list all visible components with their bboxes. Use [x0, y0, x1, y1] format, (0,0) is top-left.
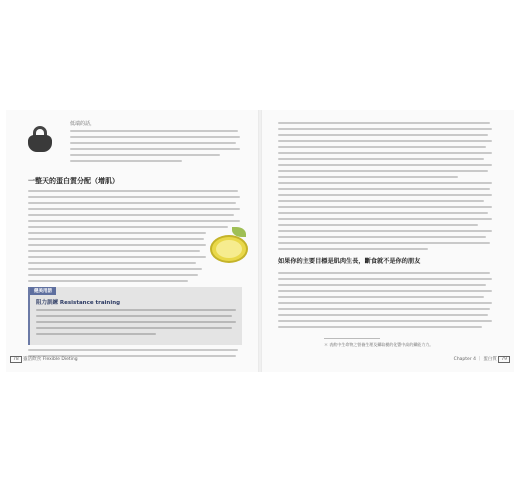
glossary-sidebar: [28, 287, 242, 345]
sidebar-tag: 健美用語: [30, 287, 56, 295]
sidebar-body: [36, 309, 236, 339]
sidebar-heading: 阻力訓練 Resistance training: [36, 300, 121, 306]
section-title-protein-distribution: 一整天的蛋白質分配（增肌）: [28, 177, 119, 185]
footnote-rule: [324, 338, 380, 339]
chapter-label: Chapter 4 ｜ 蛋白質: [453, 357, 497, 362]
footnote: ＊ 表飲中生命物之營養生理及攝取模的化豐中高的攝能力力。: [324, 342, 434, 347]
lemon-illustration: [208, 225, 252, 269]
left-page: [6, 110, 258, 372]
right-paragraph-2: [278, 272, 492, 332]
section-title-fasting: 如果你的主要目標是肌肉生長，斷食就不是你的朋友: [278, 258, 421, 265]
right-page: [262, 110, 514, 372]
left-page-number: 78: [10, 356, 22, 363]
left-folio: [10, 356, 78, 363]
right-page-number: 79: [498, 356, 510, 363]
right-folio: [454, 356, 510, 363]
intro-paragraph: [70, 130, 240, 166]
book-title: 靈活飲食 Flexible Dieting: [23, 357, 78, 362]
intro-text: 低端的話，: [70, 121, 96, 127]
kettlebell-icon: [28, 126, 52, 152]
right-paragraph-1: [278, 122, 492, 254]
book-spread: [6, 110, 514, 372]
